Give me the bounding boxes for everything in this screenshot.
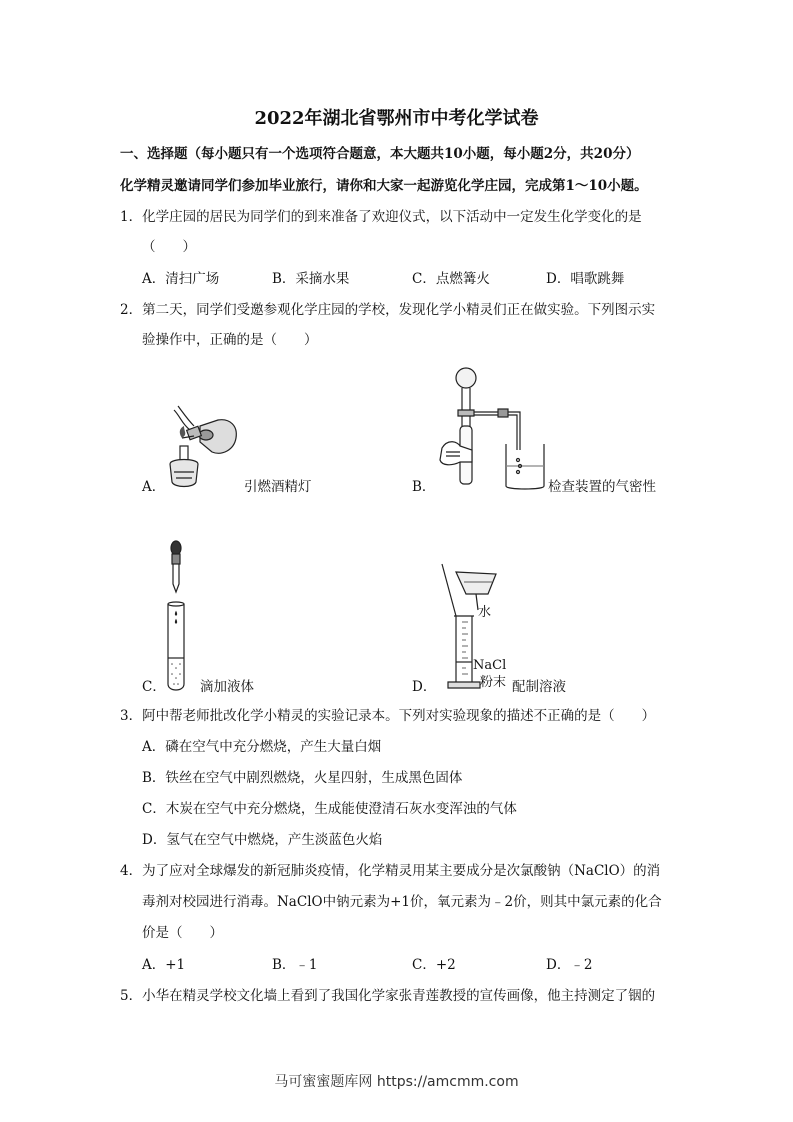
q2-option-a-letter: A． [142,479,166,495]
nacl-label: NaCl [473,658,507,673]
q5-stem-line1: 5．小华在精灵学校文化墙上看到了我国化学家张青莲教授的宣传画像，他主持测定了铟的 [120,988,656,1004]
q1-option-b: B．采摘水果 [272,271,350,287]
q4-option-b: B．﹣1 [272,957,318,973]
water-label: 水 [478,605,492,620]
q1-option-c: C．点燃篝火 [412,271,490,287]
section-heading: 一、选择题（每小题只有一个选项符合题意，本大题共10小题，每小题2分，共20分） [120,146,640,162]
q2-option-c-letter: C． [142,679,166,695]
q4-option-d: D．﹣2 [546,957,593,973]
alcohol-lamp-figure [160,402,242,492]
q2-option-a-caption: 引燃酒精灯 [244,479,312,495]
q1-option-a: A．清扫广场 [142,271,220,287]
q3-option-d: D．氢气在空气中燃烧，产生淡蓝色火焰 [142,832,383,848]
q2-option-d-caption: 配制溶液 [512,679,566,695]
q3-option-a: A．磷在空气中充分燃烧，产生大量白烟 [142,739,382,755]
q1-stem-line2: （ ） [142,239,196,255]
dropper-figure [162,540,190,692]
q4-stem-line2: 毒剂对校园进行消毒。NaClO中钠元素为+1价，氧元素为﹣2价，则其中氯元素的化合 [142,894,662,910]
q4-option-c: C．+2 [412,957,456,973]
powder-label: 粉末 [480,675,507,690]
q3-stem: 3．阿中帮老师批改化学小精灵的实验记录本。下列对实验现象的描述不正确的是（ ） [120,708,656,724]
intro-text: 化学精灵邀请同学们参加毕业旅行，请你和大家一起游览化学庄园，完成第1～10小题。 [120,178,648,194]
footer-watermark: 马可蜜蜜题库网 https://amcmm.com [274,1074,519,1090]
q3-option-b: B．铁丝在空气中剧烈燃烧，火星四射，生成黑色固体 [142,770,463,786]
q2-stem-line1: 2．第二天，同学们受邀参观化学庄园的学校，发现化学小精灵们正在做实验。下列图示实 [120,302,656,318]
exam-title: 2022年湖北省鄂州市中考化学试卷 [254,108,539,129]
q3-option-c: C．木炭在空气中充分燃烧，生成能使澄清石灰水变浑浊的气体 [142,801,517,817]
q2-option-d-letter: D． [412,679,437,695]
q2-option-b-letter: B． [412,479,436,495]
q1-option-d: D．唱歌跳舞 [546,271,625,287]
airtightness-figure [434,366,546,490]
q4-stem-line3: 价是（ ） [142,925,223,941]
q2-option-c-caption: 滴加液体 [200,679,254,695]
q4-stem-line1: 4．为了应对全球爆发的新冠肺炎疫情，化学精灵用某主要成分是次氯酸钠（NaClO）的消 [120,863,661,879]
q2-stem-line2: 验操作中，正确的是（ ） [142,332,318,348]
q2-option-b-caption: 检查装置的气密性 [548,479,656,495]
q1-stem-line1: 1．化学庄园的居民为同学们的到来准备了欢迎仪式，以下活动中一定发生化学变化的是 [120,209,642,225]
q4-option-a: A．+1 [142,957,186,973]
